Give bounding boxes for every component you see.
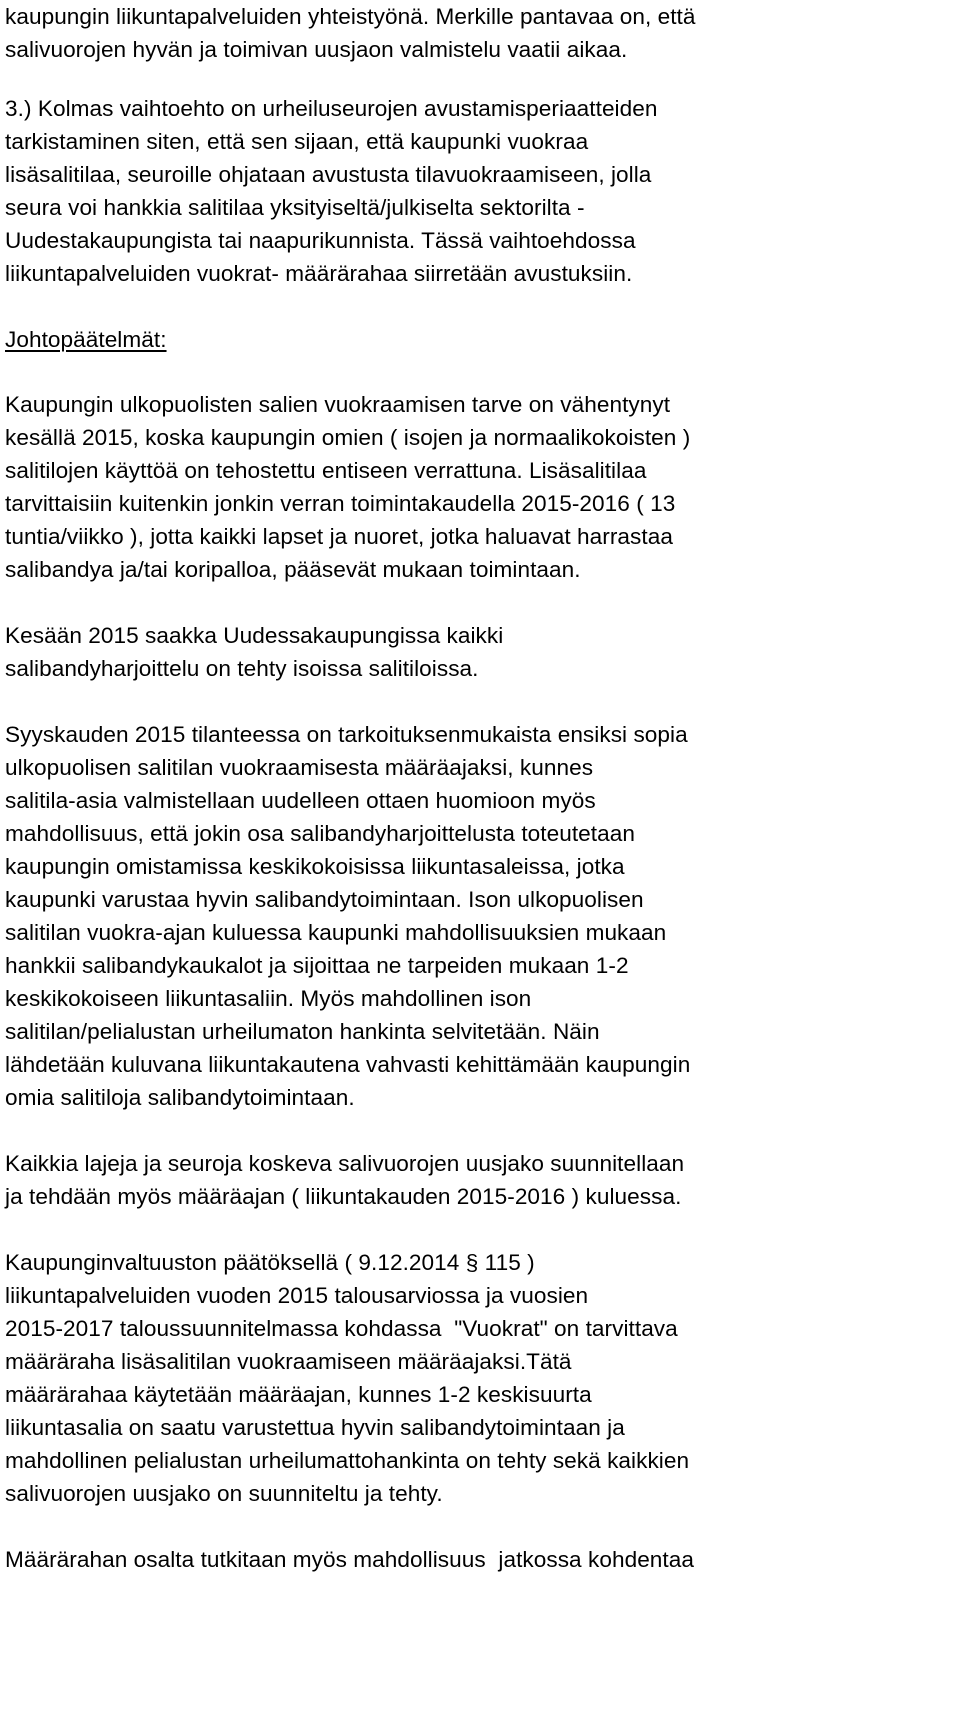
text-line: kaupungin liikuntapalveluiden yhteistyönä. Merkille pantavaa on, että <box>5 4 696 29</box>
text-line: hankkii salibandykaukalot ja sijoittaa ne tarpeiden mukaan 1-2 <box>5 953 629 978</box>
text-line: Kesään 2015 saakka Uudessakaupungissa kaikki <box>5 623 504 648</box>
text-line: Kaikkia lajeja ja seuroja koskeva salivuorojen uusjako suunnitellaan <box>5 1151 685 1176</box>
text-line: keskikokoiseen liikuntasaliin. Myös mahdollinen ison <box>5 986 532 1011</box>
text-line: salitilojen käyttöä on tehostettu entiseen verrattuna. Lisäsalitilaa <box>5 458 647 483</box>
text-line: kesällä 2015, koska kaupungin omien ( isojen ja normaalikokoisten ) <box>5 425 691 450</box>
text-line: lähdetään kuluvana liikuntakautena vahvasti kehittämään kaupungin <box>5 1052 691 1077</box>
text-line: Määrärahan osalta tutkitaan myös mahdollisuus jatkossa kohdentaa <box>5 1547 694 1572</box>
text-line: liikuntasalia on saatu varustettua hyvin salibandytoimintaan ja <box>5 1415 625 1440</box>
text-line: ja tehdään myös määräajan ( liikuntakauden 2015-2016 ) kuluessa. <box>5 1184 682 1209</box>
text-line: tarkistaminen siten, että sen sijaan, että kaupunki vuokraa <box>5 129 589 154</box>
intro-paragraph <box>5 0 960 66</box>
text-line: mahdollisuus, että jokin osa salibandyharjoittelusta toteutetaan <box>5 821 635 846</box>
text-line: Syyskauden 2015 tilanteessa on tarkoituksenmukaista ensiksi sopia <box>5 722 688 747</box>
need-paragraph <box>5 388 960 586</box>
text-line: salibandyharjoittelu on tehty isoissa salitiloissa. <box>5 656 479 681</box>
autumn-paragraph <box>5 718 960 1114</box>
council-decision-paragraph <box>5 1246 960 1510</box>
all-sports-paragraph <box>5 1147 960 1213</box>
last-paragraph <box>5 1543 960 1576</box>
text-line: salibandya ja/tai koripalloa, pääsevät mukaan toimintaan. <box>5 557 581 582</box>
text-line: 2015-2017 taloussuunnitelmassa kohdassa "Vuokrat" on tarvittava <box>5 1316 678 1341</box>
text-line: liikuntapalveluiden vuoden 2015 talousarviossa ja vuosien <box>5 1283 589 1308</box>
text-line: mahdollinen pelialustan urheilumattohankinta on tehty sekä kaikkien <box>5 1448 690 1473</box>
text-line: salitilan vuokra-ajan kuluessa kaupunki mahdollisuuksien mukaan <box>5 920 667 945</box>
text-line: Uudestakaupungista tai naapurikunnista. Tässä vaihtoehdossa <box>5 228 636 253</box>
text-line: liikuntapalveluiden vuokrat- määrärahaa siirretään avustuksiin. <box>5 261 633 286</box>
conclusions-heading-block <box>5 323 960 356</box>
text-line: 3.) Kolmas vaihtoehto on urheiluseurojen avustamisperiaatteiden <box>5 96 658 121</box>
text-line: salivuorojen hyvän ja toimivan uusjaon valmistelu vaatii aikaa. <box>5 37 628 62</box>
text-line: tarvittaisiin kuitenkin jonkin verran toimintakaudella 2015-2016 ( 13 <box>5 491 676 516</box>
text-line: salitila-asia valmistellaan uudelleen ottaen huomioon myös <box>5 788 596 813</box>
text-line: Kaupunginvaltuuston päätöksellä ( 9.12.2014 § 115 ) <box>5 1250 535 1275</box>
text-line: seura voi hankkia salitilaa yksityiseltä/julkiselta sektorilta - <box>5 195 585 220</box>
text-line: määräraha lisäsalitilan vuokraamiseen määräajaksi.Tätä <box>5 1349 572 1374</box>
text-line: kaupungin omistamissa keskikokoisissa liikuntasaleissa, jotka <box>5 854 625 879</box>
conclusions-heading: Johtopäätelmät: <box>5 327 167 352</box>
text-line: määrärahaa käytetään määräajan, kunnes 1-2 keskisuurta <box>5 1382 592 1407</box>
option-3-paragraph <box>5 92 960 290</box>
text-line: kaupunki varustaa hyvin salibandytoimintaan. Ison ulkopuolisen <box>5 887 644 912</box>
summer-paragraph <box>5 619 960 685</box>
text-line: lisäsalitilaa, seuroille ohjataan avustusta tilavuokraamiseen, jolla <box>5 162 652 187</box>
text-line: ulkopuolisen salitilan vuokraamisesta määräajaksi, kunnes <box>5 755 594 780</box>
text-line: omia salitiloja salibandytoimintaan. <box>5 1085 355 1110</box>
text-line: tuntia/viikko ), jotta kaikki lapset ja nuoret, jotka haluavat harrastaa <box>5 524 673 549</box>
text-line: Kaupungin ulkopuolisten salien vuokraamisen tarve on vähentynyt <box>5 392 671 417</box>
text-line: salitilan/pelialustan urheilumaton hankinta selvitetään. Näin <box>5 1019 600 1044</box>
text-line: salivuorojen uusjako on suunniteltu ja tehty. <box>5 1481 443 1506</box>
